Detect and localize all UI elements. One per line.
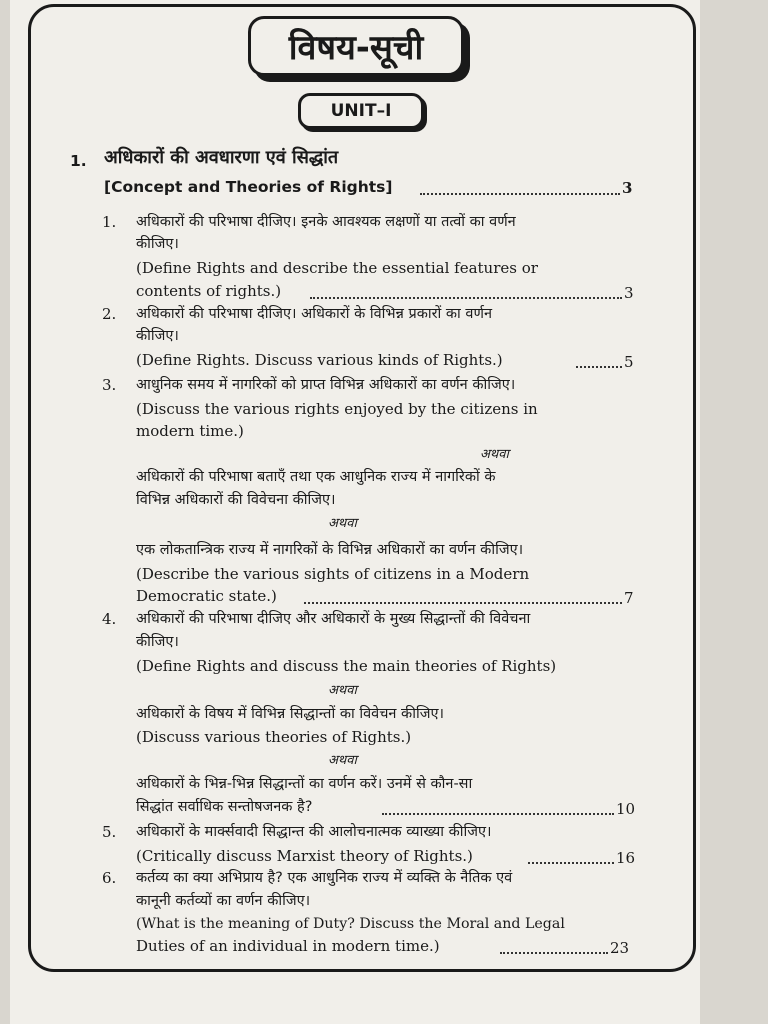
q1-hindi-line2: कीजिए। <box>136 236 179 252</box>
q3-alt2-hindi-line1: एक लोकतान्त्रिक राज्य में नागरिकों के विभिन्न अधिकारों का वर्णन कीजिए। <box>136 542 524 558</box>
book-page <box>10 0 700 1024</box>
leader-dots <box>528 862 614 864</box>
leader-dots <box>382 813 614 815</box>
q1-english-line1: (Define Rights and describe the essential features or <box>136 259 538 277</box>
q5-hindi-line1: अधिकारों के मार्क्सवादी सिद्धान्त की आलोचनात्मक व्याख्या कीजिए। <box>136 824 492 840</box>
q6-english-line1: (What is the meaning of Duty? Discuss the Moral and Legal <box>136 916 565 932</box>
q6-hindi-line1: कर्तव्य का क्या अभिप्राय है? एक आधुनिक राज्य में व्यक्ति के नैतिक एवं <box>136 870 513 886</box>
q3-alt2-english-line1: (Describe the various sights of citizens in a Modern <box>136 565 530 583</box>
q1-number: 1. <box>102 213 117 231</box>
page-title: विषय-सूची <box>248 16 464 76</box>
leader-dots <box>500 952 608 954</box>
q4-hindi-line2: कीजिए। <box>136 634 179 650</box>
q2-number: 2. <box>102 305 117 323</box>
q2-english-line1: (Define Rights. Discuss various kinds of Rights.) <box>136 351 503 369</box>
q4-alt2-hindi-line1: अधिकारों के भिन्न-भिन्न सिद्धान्तों का वर्णन करें। उनमें से कौन-सा <box>136 776 473 792</box>
chapter-title-english: [Concept and Theories of Rights] <box>104 178 393 196</box>
or-separator: अथवा <box>328 516 357 531</box>
q1-english-line2: contents of rights.) <box>136 282 282 300</box>
q6-english-line2: Duties of an individual in modern time.) <box>136 937 440 955</box>
q4-alt2-hindi-line2: सिद्धांत सर्वाधिक सन्तोषजनक है? <box>136 799 313 815</box>
q3-hindi-line1: आधुनिक समय में नागरिकों को प्राप्त विभिन्न अधिकारों का वर्णन कीजिए। <box>136 377 516 393</box>
q2-hindi-line1: अधिकारों की परिभाषा दीजिए। अधिकारों के विभिन्न प्रकारों का वर्णन <box>136 306 492 322</box>
or-separator: अथवा <box>480 447 509 462</box>
q6-page: 23 <box>610 939 630 957</box>
leader-dots <box>310 297 622 299</box>
q3-alt2-english-line2: Democratic state.) <box>136 587 277 605</box>
q3-page: 7 <box>624 589 634 607</box>
q2-hindi-line2: कीजिए। <box>136 328 179 344</box>
q5-english-line1: (Critically discuss Marxist theory of Rights.) <box>136 847 473 865</box>
q1-page: 3 <box>624 284 634 302</box>
or-separator: अथवा <box>328 683 357 698</box>
chapter-title-hindi: अधिकारों की अवधारणा एवं सिद्धांत <box>104 147 339 168</box>
q3-alt1-hindi-line1: अधिकारों की परिभाषा बताएँ तथा एक आधुनिक राज्य में नागरिकों के <box>136 469 496 485</box>
q2-page: 5 <box>624 353 634 371</box>
q4-english-line1: (Define Rights and discuss the main theories of Rights) <box>136 657 557 675</box>
q4-number: 4. <box>102 610 117 628</box>
chapter-page: 3 <box>622 179 633 197</box>
q5-page: 16 <box>616 849 636 867</box>
q4-hindi-line1: अधिकारों की परिभाषा दीजिए और अधिकारों के मुख्य सिद्धान्तों की विवेचना <box>136 611 531 627</box>
q6-number: 6. <box>102 869 117 887</box>
q4-alt1-english-line1: (Discuss various theories of Rights.) <box>136 728 412 746</box>
q3-number: 3. <box>102 376 117 394</box>
q3-english-line1: (Discuss the various rights enjoyed by the citizens in <box>136 400 538 418</box>
unit-heading: UNIT–I <box>298 93 424 129</box>
q3-english-line2: modern time.) <box>136 422 244 440</box>
q5-number: 5. <box>102 823 117 841</box>
q4-alt1-hindi-line1: अधिकारों के विषय में विभिन्न सिद्धान्तों का विवेचन कीजिए। <box>136 706 444 722</box>
or-separator: अथवा <box>328 753 357 768</box>
leader-dots <box>576 366 622 368</box>
leader-dots <box>420 193 620 195</box>
leader-dots <box>304 602 622 604</box>
q1-hindi-line1: अधिकारों की परिभाषा दीजिए। इनके आवश्यक लक्षणों या तत्वों का वर्णन <box>136 214 516 230</box>
q4-page: 10 <box>616 800 636 818</box>
q3-alt1-hindi-line2: विभिन्न अधिकारों की विवेचना कीजिए। <box>136 492 336 508</box>
chapter-number: 1. <box>70 152 87 170</box>
q6-hindi-line2: कानूनी कर्तव्यों का वर्णन कीजिए। <box>136 893 311 909</box>
